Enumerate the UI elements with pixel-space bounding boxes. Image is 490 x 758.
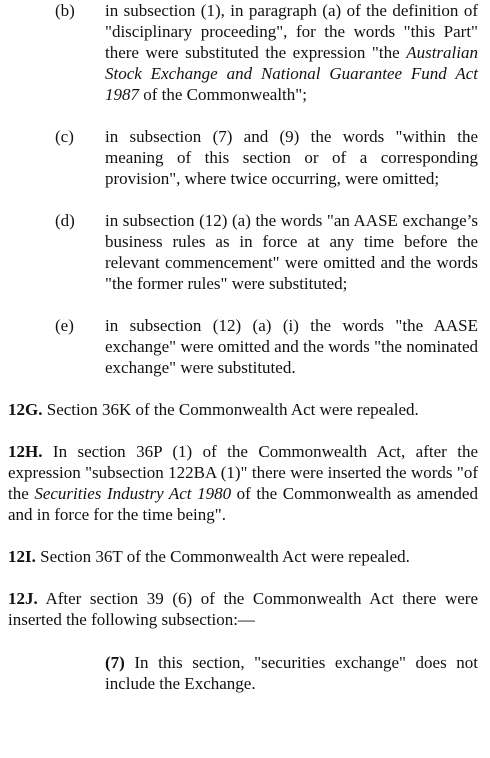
section-text: of the Commonwealth as amended and in force for the time being". bbox=[8, 484, 478, 524]
paragraph-c bbox=[8, 126, 478, 189]
paragraph-label: (e) bbox=[55, 316, 74, 335]
act-title-italic: Australian Stock Exchange and National Guarantee Fund Act 1987 bbox=[105, 43, 478, 104]
paragraph-text: in subsection (12) (a) (i) the words "the AASE exchange" were omitted and the words "the nominated exchange" were substituted. bbox=[105, 316, 478, 377]
section-text: Section 36T of the Commonwealth Act were repealed. bbox=[40, 547, 410, 566]
paragraph-label: (d) bbox=[55, 211, 75, 230]
section-text: After section 39 (6) of the Commonwealth Act there were inserted the following subsection:— bbox=[8, 589, 479, 629]
paragraph-text: in subsection (1), in paragraph (a) of the definition of "disciplinary proceeding", for the words "this Part" there were substituted the expression "the bbox=[105, 1, 478, 62]
section-number: 12H. bbox=[8, 442, 43, 461]
section-text: Section 36K of the Commonwealth Act were repealed. bbox=[46, 400, 419, 419]
paragraph-d bbox=[8, 210, 478, 294]
act-title-italic: Securities Industry Act 1980 bbox=[34, 484, 232, 503]
paragraph-b bbox=[8, 0, 478, 105]
paragraph-label: (c) bbox=[55, 127, 74, 146]
section-number: 12I. bbox=[8, 547, 36, 566]
section-12j bbox=[8, 588, 478, 630]
paragraph-e bbox=[8, 315, 478, 378]
section-12h bbox=[8, 441, 478, 525]
section-12i bbox=[8, 546, 478, 567]
section-text: In section 36P (1) of the Commonwealth Act, after the expression "subsection 122BA (1)" there were inserted the words "of the bbox=[8, 442, 478, 503]
section-12g bbox=[8, 399, 478, 420]
inserted-subsection bbox=[8, 652, 478, 694]
subsection-text: In this section, "securities exchange" does not include the Exchange. bbox=[105, 653, 478, 693]
paragraph-text: in subsection (12) (a) the words "an AASE exchange’s business rules as in force at any time before the relevant commencement" were omitted and the words "the former rules" were substituted; bbox=[105, 211, 478, 293]
paragraph-label: (b) bbox=[55, 1, 75, 20]
subsection-number: (7) bbox=[105, 653, 125, 672]
paragraph-text: in subsection (7) and (9) the words "within the meaning of this section or of a corresponding provision", where twice occurring, were omitted; bbox=[105, 127, 478, 188]
section-number: 12G. bbox=[8, 400, 43, 419]
paragraph-text: of the Commonwealth"; bbox=[139, 85, 307, 104]
section-number: 12J. bbox=[8, 589, 38, 608]
